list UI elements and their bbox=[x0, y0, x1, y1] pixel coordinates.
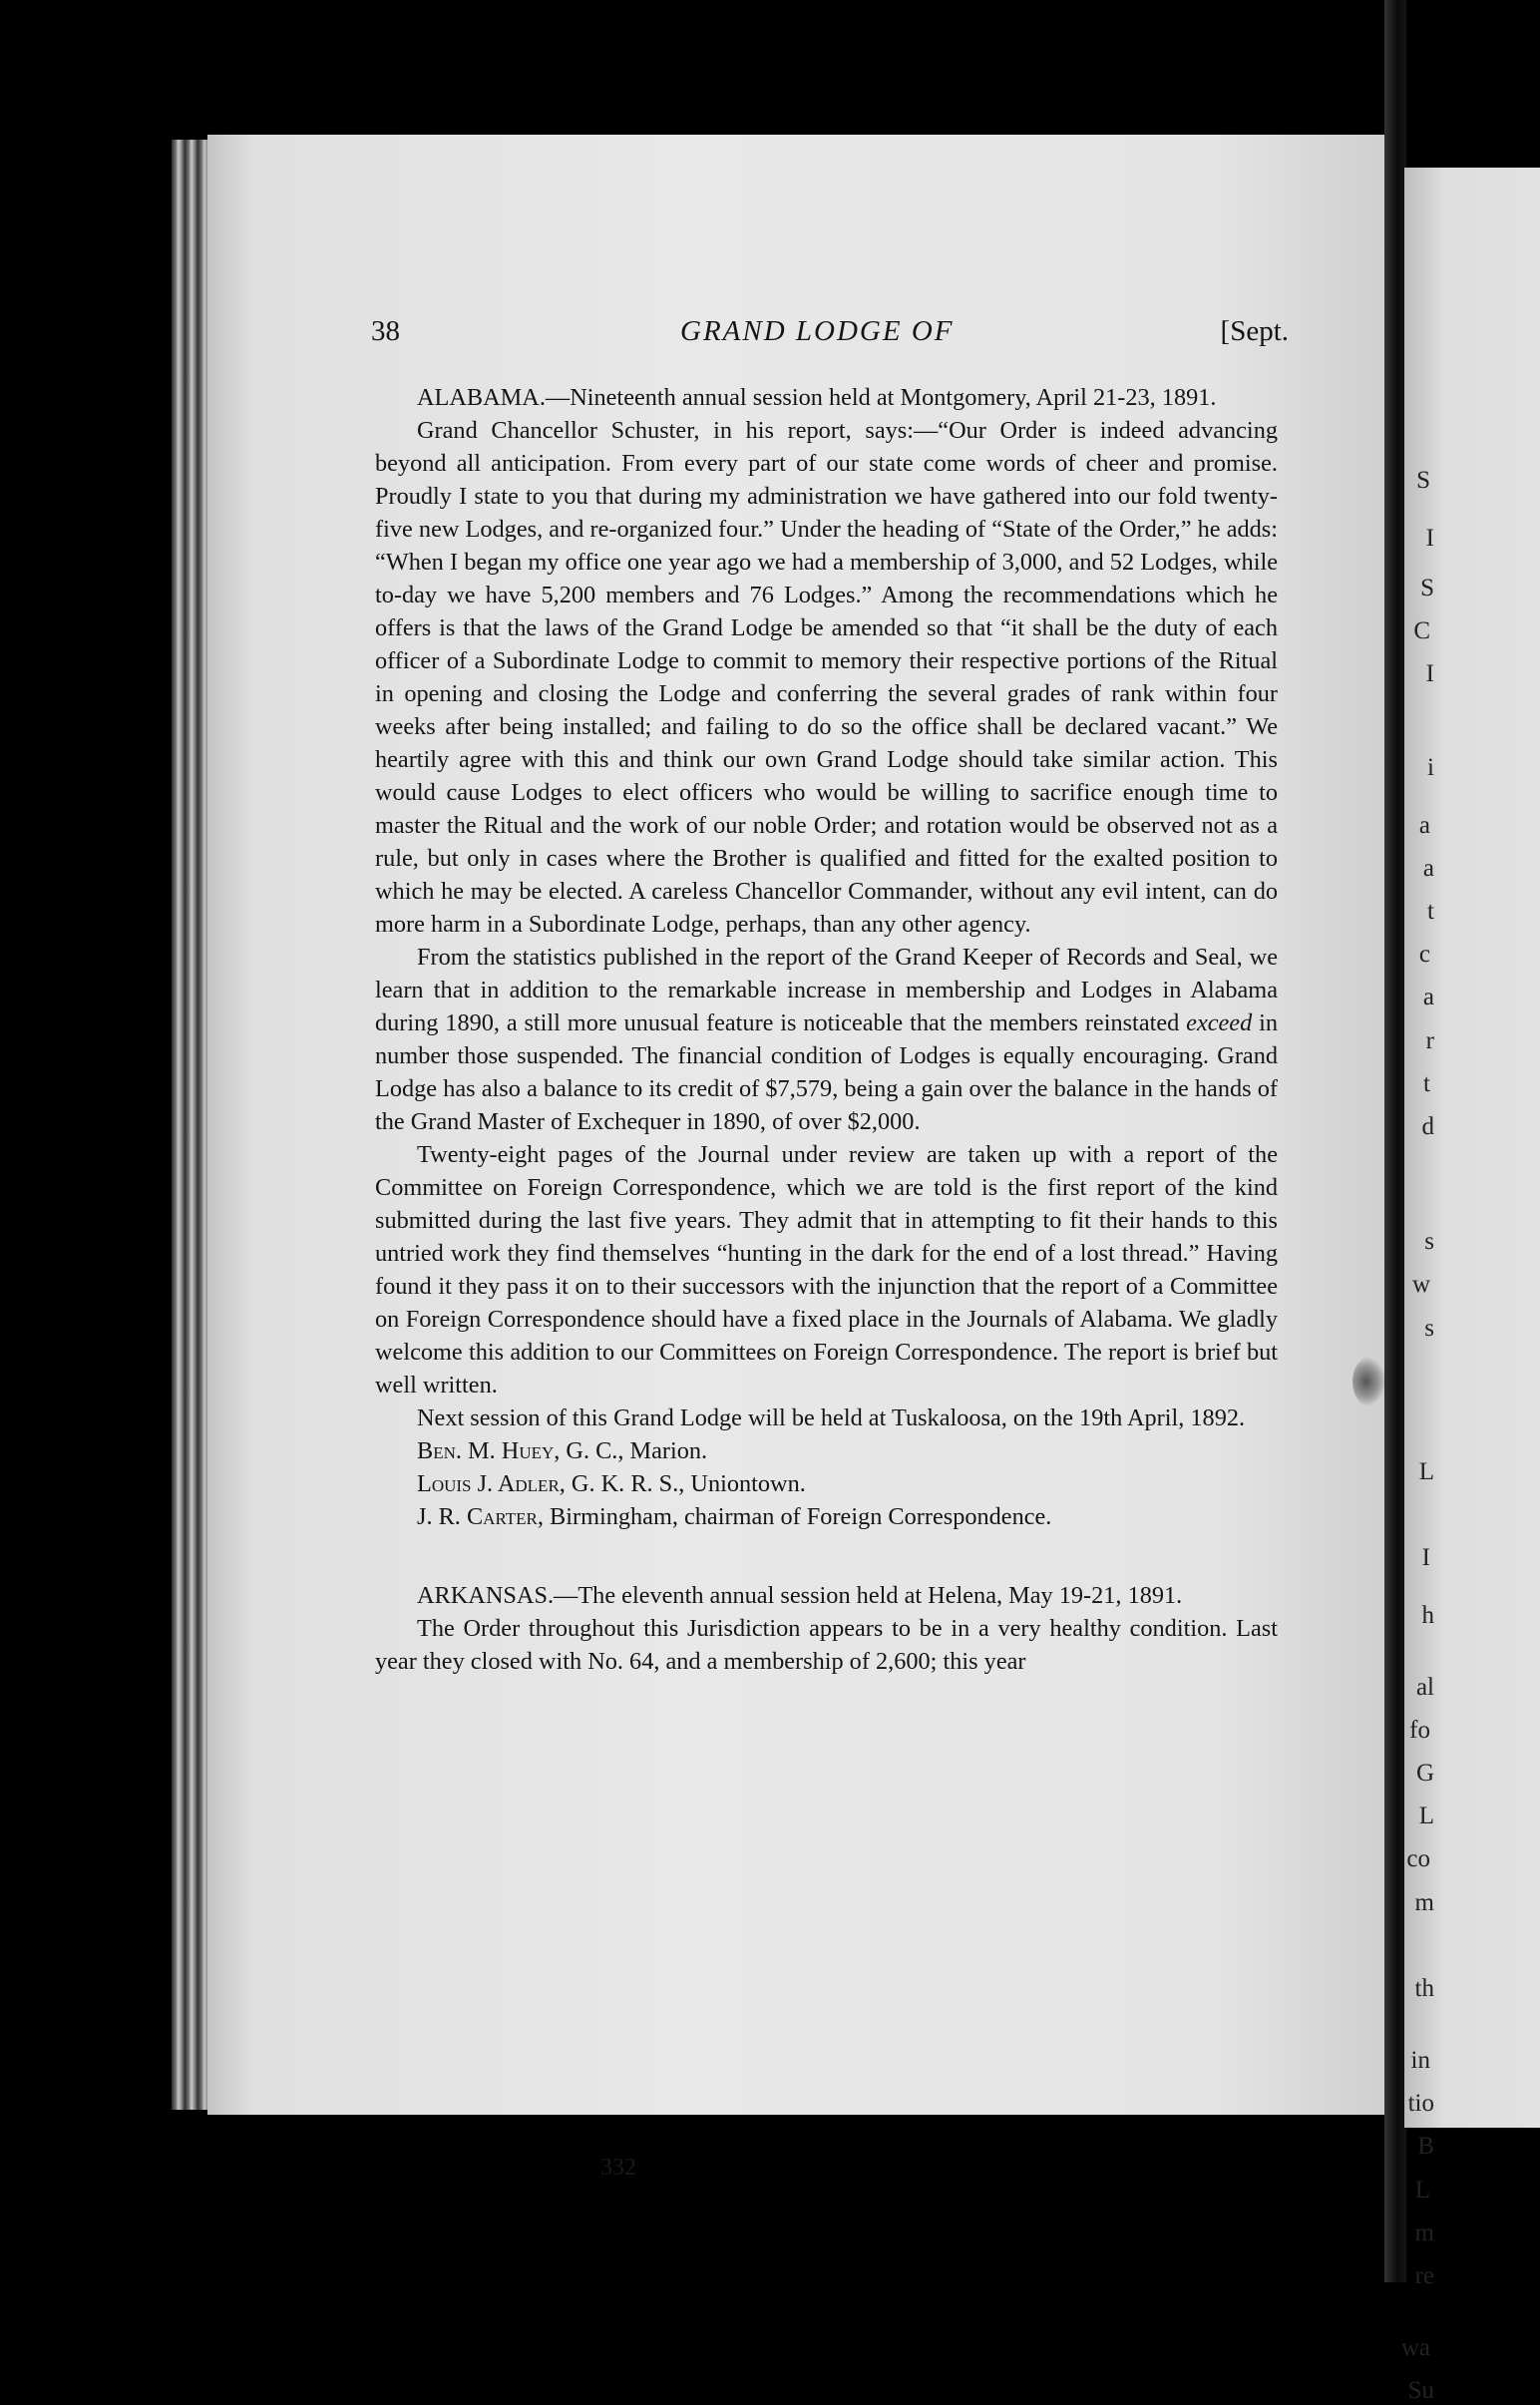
book-gutter bbox=[1384, 0, 1406, 2282]
facing-page-fragment: r bbox=[1425, 1026, 1434, 1054]
paragraph: Grand Chancellor Schuster, in his report, says:—“Our Order is indeed advancing beyond all anticipation. From every part of our state come words of cheer and promise. Proudly I state to you that during my administration we have gathered into our fold twenty-five new Lodges, and re-organized four.” Under the heading of “State of the Order,” he adds: “When I began my office one year ago we had a membership of 3,000, and 52 Lodges, while to-day we have 5,200 members and 76 Lodges.” Among the recommendations which he offers is that the laws of the Grand Lodge be amended so that “it shall be the duty of each officer of a Subordinate Lodge to commit to memory their respective portions of the Ritual in opening and closing the Lodge and conferring the several grades of rank within four weeks after being installed; and failing to do so the office shall be declared vacant.” We heartily agree with this and think our own Grand Lodge should take similar action. This would cause Lodges to elect officers who would be willing to sacrifice enough time to master the Ritual and the work of our noble Order; and rotation would be observed not as a rule, but only in cases where the Brother is qualified and fitted for the exalted position to which he may be elected. A careless Chancellor Commander, without any evil intent, can do more harm in a Subordinate Lodge, perhaps, than any other agency. bbox=[375, 417, 1278, 938]
running-month: [Sept. bbox=[1220, 315, 1289, 347]
officer-line bbox=[375, 1467, 1278, 1500]
officer-name: Ben. M. Huey, bbox=[417, 1437, 561, 1464]
facing-page-fragment: m bbox=[1414, 1888, 1434, 1916]
facing-page-fragment: I bbox=[1425, 660, 1434, 688]
officer-line bbox=[375, 1500, 1278, 1533]
facing-page-fragment: s bbox=[1424, 1314, 1434, 1342]
facing-page-fragment: tio bbox=[1407, 2090, 1434, 2118]
facing-page-fragment: t bbox=[1427, 898, 1434, 925]
facing-page-fragment: L bbox=[1418, 1457, 1434, 1485]
facing-page-edge bbox=[1400, 168, 1540, 2405]
facing-page-fragment: w bbox=[1411, 1271, 1430, 1299]
facing-page-fragment: a bbox=[1418, 811, 1430, 839]
facing-page-fragment: I bbox=[1425, 524, 1434, 552]
officer-title: G. K. R. S., Uniontown. bbox=[565, 1470, 806, 1497]
facing-page-fragment: i bbox=[1427, 754, 1434, 781]
facing-page-fragment: s bbox=[1424, 1228, 1434, 1256]
facing-page-fragment: a bbox=[1422, 854, 1434, 882]
page-blemish bbox=[1352, 1357, 1386, 1406]
page-body bbox=[375, 381, 1278, 1678]
facing-page-fragment: th bbox=[1414, 1975, 1434, 2002]
facing-page-fragment: re bbox=[1414, 2262, 1434, 2289]
paragraph bbox=[375, 941, 1278, 1138]
paragraph: The Order throughout this Jurisdiction appears to be in a very healthy condition. Last year they closed with No. 64, and a membership of 2,600; this year bbox=[375, 1615, 1278, 1675]
facing-page-fragment: Su bbox=[1407, 2377, 1434, 2405]
page-stamp: 332 bbox=[600, 2155, 636, 2181]
facing-page-fragment: d bbox=[1421, 1113, 1434, 1140]
officer-line bbox=[375, 1434, 1278, 1467]
facing-page-fragment: t bbox=[1423, 1069, 1430, 1097]
officer-name: J. R. Carter, bbox=[417, 1503, 544, 1530]
officer-name: Louis J. Adler, bbox=[417, 1470, 566, 1497]
paragraph: Twenty-eight pages of the Journal under review are taken up with a report of the Committee on Foreign Correspondence, which we are told is the first report of the kind submitted during the last five years. They admit that in attempting to fit their hands to this untried work they find themselves “hunting in the dark for the end of a lost thread.” Having found it they pass it on to their successors with the injunction that the report of a Committee on Foreign Correspondence should have a fixed place in the Journals of Alabama. We gladly welcome this addition to our Committees on Foreign Correspondence. The report is brief but well written. bbox=[375, 1141, 1278, 1399]
facing-page-fragment: C bbox=[1413, 617, 1430, 645]
officer-title: Birmingham, chairman of Foreign Correspondence. bbox=[543, 1503, 1052, 1530]
facing-page-fragment: a bbox=[1422, 984, 1434, 1011]
facing-page-fragment: L bbox=[1418, 1803, 1434, 1830]
facing-page-fragment: L bbox=[1414, 2176, 1430, 2204]
paragraph-text: From the statistics published in the report of the Grand Keeper of Records and Seal, we learn that in addition to the remarkable increase in membership and Lodges in Alabama during 1890, a still more unusual feature is noticeable that the members reinstated bbox=[375, 944, 1278, 1036]
facing-page-fragment: in bbox=[1410, 2047, 1430, 2074]
facing-page-fragment: I bbox=[1421, 1544, 1430, 1571]
facing-page-fragment: wa bbox=[1400, 2334, 1430, 2361]
facing-page-fragment: B bbox=[1417, 2133, 1434, 2161]
section-gap bbox=[375, 1533, 1278, 1579]
facing-page-fragment: fo bbox=[1409, 1716, 1430, 1744]
facing-page-fragment: S bbox=[1416, 467, 1430, 494]
paragraph: Next session of this Grand Lodge will be held at Tuskaloosa, on the 19th April, 1892. bbox=[417, 1404, 1246, 1431]
section-heading-arkansas: ARKANSAS.—The eleventh annual session held at Helena, May 19-21, 1891. bbox=[417, 1582, 1183, 1609]
facing-page-fragment: h bbox=[1421, 1601, 1434, 1629]
officer-title: G. C., Marion. bbox=[560, 1437, 708, 1464]
facing-page-fragment: m bbox=[1414, 2218, 1434, 2246]
section-heading-alabama: ALABAMA.—Nineteenth annual session held at Montgomery, April 21-23, 1891. bbox=[417, 384, 1217, 411]
facing-page-fragment: S bbox=[1420, 575, 1434, 601]
paragraph-text: in number those suspended. The financial condition of Lodges is equally encouraging. Grand Lodge has also a balance to its credit of $7,579, being a gain over the balance in the hands of the Grand Master of Exchequer in 1890, of over $2,000. bbox=[375, 1009, 1278, 1135]
facing-page-fragment: al bbox=[1415, 1673, 1434, 1701]
running-head bbox=[371, 315, 1363, 355]
facing-page-fragment: co bbox=[1406, 1845, 1430, 1873]
running-title: GRAND LODGE OF bbox=[680, 315, 955, 347]
page-number: 38 bbox=[371, 315, 400, 347]
emphasized-word: exceed bbox=[1186, 1009, 1253, 1036]
facing-page-fragment: c bbox=[1418, 941, 1430, 969]
facing-page-fragment: G bbox=[1415, 1760, 1434, 1787]
